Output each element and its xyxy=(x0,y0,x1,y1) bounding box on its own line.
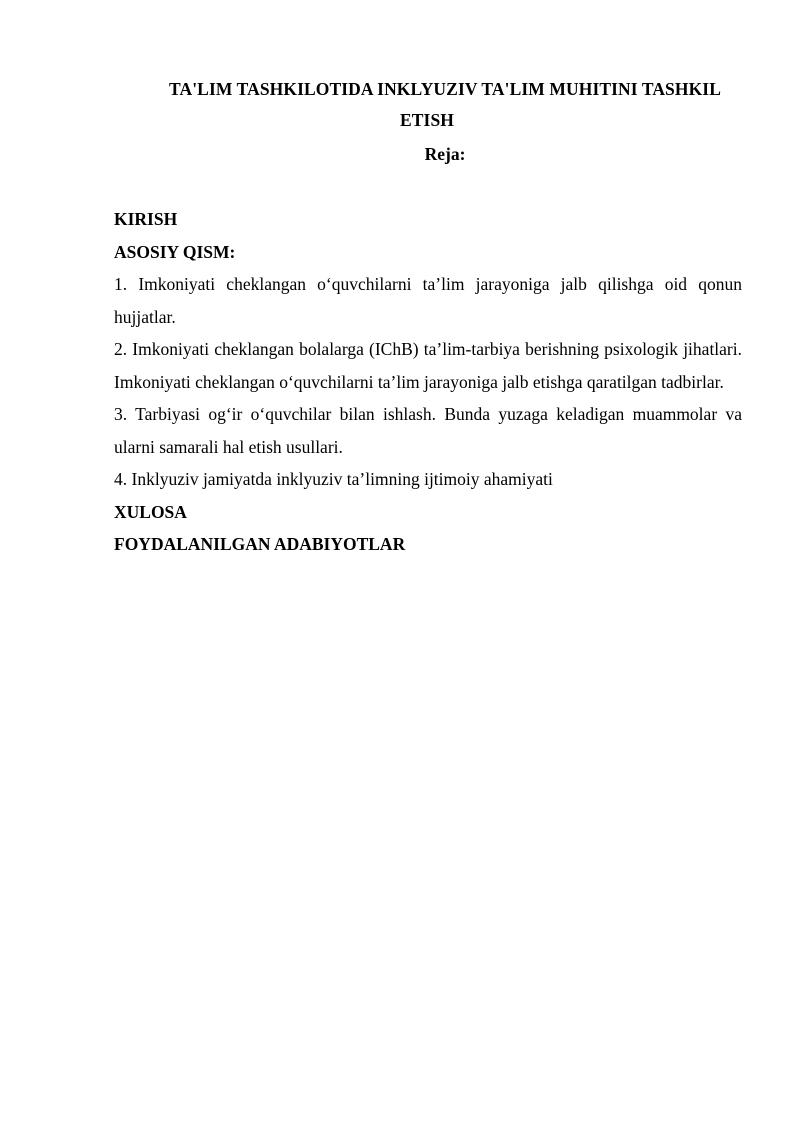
plan-item-3: 3. Tarbiyasi og‘ir o‘quvchilar bilan ishlash. Bunda yuzaga keladigan muammolar va ularni samarali hal etish usullari. xyxy=(114,404,742,457)
references-heading: FOYDALANILGAN ADABIYOTLAR xyxy=(114,534,406,554)
plan-content xyxy=(114,203,742,561)
main-part-heading: ASOSIY QISM: xyxy=(114,241,236,262)
document-title: TA'LIM TASHKILOTIDA INKLYUZIV TA'LIM MUHITINI TASHKIL ETISH xyxy=(169,79,721,130)
plan-heading: Reja: xyxy=(424,144,466,164)
plan-item-2: 2. Imkoniyati cheklangan bolalarga (IChB) ta’lim-tarbiya berishning psixologik jihatlari. Imkoniyati cheklangan o‘quvchilarni ta’lim jarayoniga jalb etishga qaratilgan tadbirlar. xyxy=(114,339,742,392)
conclusion-heading: XULOSA xyxy=(114,501,187,522)
intro-heading: KIRISH xyxy=(114,209,178,229)
plan-item-4: 4. Inklyuziv jamiyatda inklyuziv ta’limning ijtimoiy ahamiyati xyxy=(114,469,553,489)
plan-item-1: 1. Imkoniyati cheklangan o‘quvchilarni ta’lim jarayoniga jalb qilishga oid qonun hujjatlar. xyxy=(114,274,742,327)
